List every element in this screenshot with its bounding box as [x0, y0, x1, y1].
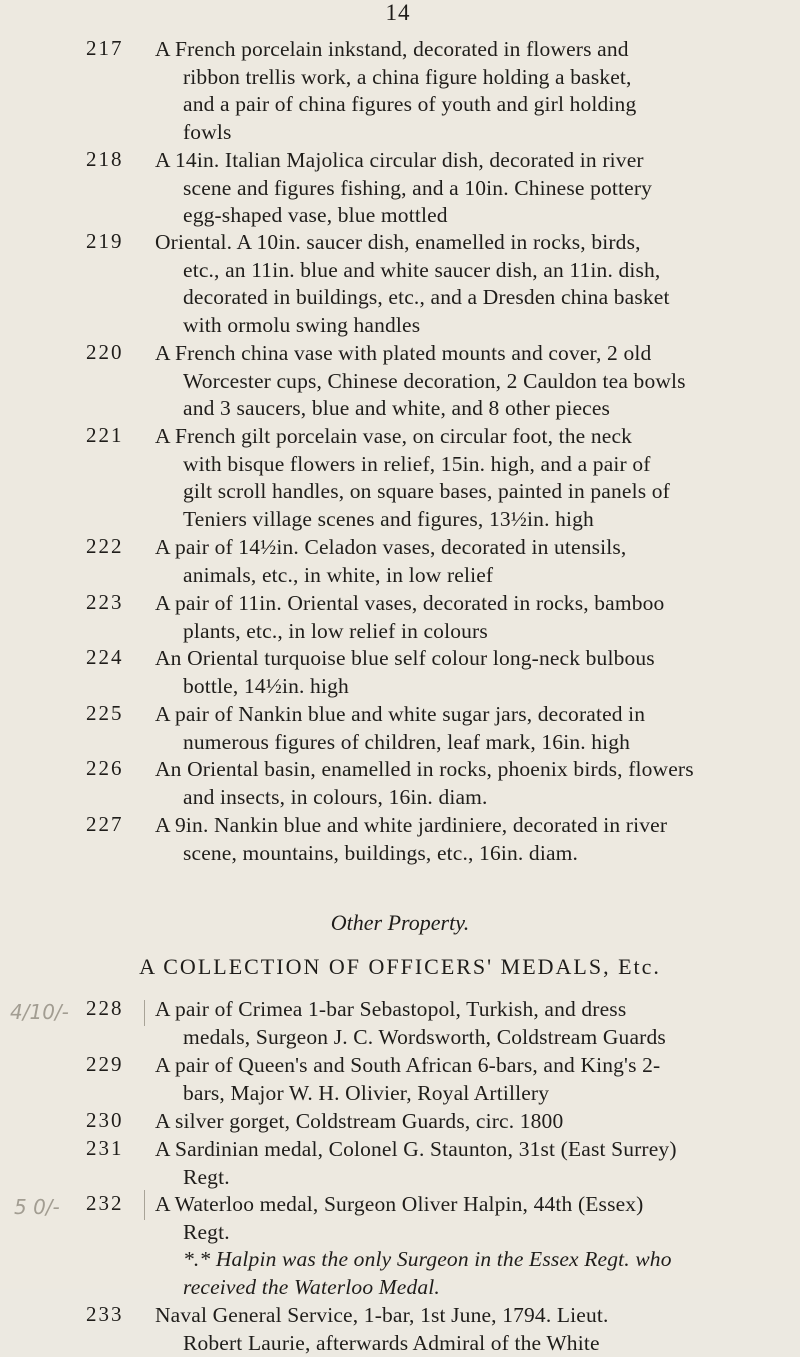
- lot-line: A pair of 11in. Oriental vases, decorated in rocks, bamboo: [155, 590, 735, 618]
- lot-number: 232: [86, 1191, 142, 1216]
- lot-line: medals, Surgeon J. C. Wordsworth, Coldstream Guards: [155, 1024, 735, 1052]
- lot-description: [155, 423, 735, 533]
- lot-line: A silver gorget, Coldstream Guards, circ. 1800: [155, 1108, 735, 1136]
- lot-line: numerous figures of children, leaf mark, 16in. high: [155, 729, 735, 757]
- lot-number: 228: [86, 996, 142, 1021]
- lot-number: 220: [86, 340, 142, 365]
- lot-line: *.* Halpin was the only Surgeon in the Essex Regt. who: [183, 1246, 743, 1274]
- lot-description: [155, 996, 735, 1051]
- lot-description: [155, 1302, 735, 1357]
- lot-line: with bisque flowers in relief, 15in. high, and a pair of: [155, 451, 735, 479]
- lot-line: decorated in buildings, etc., and a Dresden china basket: [155, 284, 735, 312]
- lot-line: gilt scroll handles, on square bases, painted in panels of: [155, 478, 735, 506]
- lot-description: [155, 36, 735, 146]
- lot-description: [155, 534, 735, 589]
- lot-description: [155, 1052, 735, 1107]
- lot-line: bars, Major W. H. Olivier, Royal Artillery: [155, 1080, 735, 1108]
- lot-number: 230: [86, 1108, 142, 1133]
- lot-line: A French gilt porcelain vase, on circular foot, the neck: [155, 423, 735, 451]
- margin-bracket: [140, 1000, 145, 1026]
- lot-line: received the Waterloo Medal.: [183, 1274, 743, 1302]
- lot-line: Regt.: [155, 1164, 735, 1192]
- lot-number: 223: [86, 590, 142, 615]
- lot-number: 229: [86, 1052, 142, 1077]
- lot-line: scene, mountains, buildings, etc., 16in. diam.: [155, 840, 735, 868]
- lot-description: [155, 590, 735, 645]
- lot-line: fowls: [155, 119, 735, 147]
- lot-line: Robert Laurie, afterwards Admiral of the White: [155, 1330, 735, 1357]
- page-number: 14: [378, 0, 418, 26]
- section-subheading: A COLLECTION OF OFFICERS' MEDALS, Etc.: [0, 954, 800, 980]
- lot-number: 226: [86, 756, 142, 781]
- lot-description: [155, 645, 735, 700]
- lot-description: [155, 1136, 735, 1191]
- lot-line: An Oriental basin, enamelled in rocks, phoenix birds, flowers: [155, 756, 735, 784]
- lot-description: [155, 1108, 735, 1136]
- lot-number: 231: [86, 1136, 142, 1161]
- section-heading: Other Property.: [0, 910, 800, 936]
- lot-line: A Waterloo medal, Surgeon Oliver Halpin, 44th (Essex): [155, 1191, 735, 1219]
- lot-line: A 14in. Italian Majolica circular dish, decorated in river: [155, 147, 735, 175]
- lot-number: 217: [86, 36, 142, 61]
- lot-number: 219: [86, 229, 142, 254]
- lot-line: plants, etc., in low relief in colours: [155, 618, 735, 646]
- lot-line: A French porcelain inkstand, decorated in flowers and: [155, 36, 735, 64]
- lot-description: [155, 756, 735, 811]
- lot-description: [155, 701, 735, 756]
- lot-line: A 9in. Nankin blue and white jardiniere, decorated in river: [155, 812, 735, 840]
- margin-annotation-232: 5 0/-: [14, 1195, 60, 1219]
- lot-description: [155, 812, 735, 867]
- lot-line: A pair of Queen's and South African 6-bars, and King's 2-: [155, 1052, 735, 1080]
- lot-line: and 3 saucers, blue and white, and 8 other pieces: [155, 395, 735, 423]
- lot-line: Teniers village scenes and figures, 13½in. high: [155, 506, 735, 534]
- lot-line: scene and figures fishing, and a 10in. Chinese pottery: [155, 175, 735, 203]
- lot-description: [155, 1191, 735, 1246]
- margin-bracket: [140, 1190, 145, 1220]
- lot-number: 221: [86, 423, 142, 448]
- lot-line: ribbon trellis work, a china figure holding a basket,: [155, 64, 735, 92]
- lot-line: A pair of Crimea 1-bar Sebastopol, Turkish, and dress: [155, 996, 735, 1024]
- lot-line: with ormolu swing handles: [155, 312, 735, 340]
- lot-line: An Oriental turquoise blue self colour long-neck bulbous: [155, 645, 735, 673]
- lot-number: 227: [86, 812, 142, 837]
- lot-line: animals, etc., in white, in low relief: [155, 562, 735, 590]
- lot-line: bottle, 14½in. high: [155, 673, 735, 701]
- lot-line: A pair of 14½in. Celadon vases, decorated in utensils,: [155, 534, 735, 562]
- lot-line: Naval General Service, 1-bar, 1st June, 1794. Lieut.: [155, 1302, 735, 1330]
- lot-line: A French china vase with plated mounts and cover, 2 old: [155, 340, 735, 368]
- lot-description: [155, 147, 735, 230]
- lot-footnote: [183, 1246, 743, 1274]
- lot-number: 218: [86, 147, 142, 172]
- lot-number: 224: [86, 645, 142, 670]
- margin-annotation-228: 4/10/-: [10, 1000, 69, 1024]
- lot-line: A Sardinian medal, Colonel G. Staunton, 31st (East Surrey): [155, 1136, 735, 1164]
- lot-line: and insects, in colours, 16in. diam.: [155, 784, 735, 812]
- lot-line: Regt.: [155, 1219, 735, 1247]
- lot-description: [155, 229, 735, 339]
- lot-line: egg-shaped vase, blue mottled: [155, 202, 735, 230]
- lot-number: 222: [86, 534, 142, 559]
- lot-number: 233: [86, 1302, 142, 1327]
- lot-line: Worcester cups, Chinese decoration, 2 Cauldon tea bowls: [155, 368, 735, 396]
- lot-line: A pair of Nankin blue and white sugar jars, decorated in: [155, 701, 735, 729]
- lot-line: Oriental. A 10in. saucer dish, enamelled in rocks, birds,: [155, 229, 735, 257]
- lot-line: and a pair of china figures of youth and girl holding: [155, 91, 735, 119]
- lot-number: 225: [86, 701, 142, 726]
- lot-line: etc., an 11in. blue and white saucer dish, an 11in. dish,: [155, 257, 735, 285]
- lot-description: [155, 340, 735, 423]
- lot-footnote: [183, 1274, 743, 1302]
